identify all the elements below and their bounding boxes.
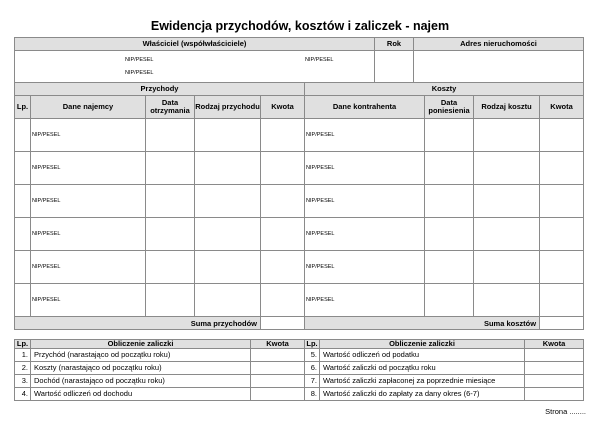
tenant-cell[interactable] [31, 119, 146, 152]
calc-row-amount[interactable] [525, 374, 584, 387]
cost-amount-cell[interactable] [540, 119, 584, 152]
lp-cell[interactable] [15, 251, 31, 284]
income-type-cell[interactable] [195, 152, 261, 185]
tenant-cell[interactable] [31, 185, 146, 218]
tenant-cell[interactable] [31, 284, 146, 317]
cost-type-cell[interactable] [474, 152, 540, 185]
income-sum-label: Suma przychodów [15, 317, 261, 330]
income-amount-column-header: Kwota [261, 96, 305, 119]
costs-sum-value[interactable] [540, 317, 584, 330]
calc-lp-header-left: Lp. [15, 340, 31, 349]
income-type-column-header: Rodzaj przychodu [195, 96, 261, 119]
income-sum-value[interactable] [261, 317, 305, 330]
calc-row-amount[interactable] [251, 361, 305, 374]
lp-cell[interactable] [15, 152, 31, 185]
owner-nip-1: NIP/PESEL [125, 57, 154, 63]
calc-row-amount[interactable] [525, 348, 584, 361]
costs-section-header: Koszty [305, 83, 584, 96]
income-amount-cell[interactable] [261, 218, 305, 251]
income-type-cell[interactable] [195, 119, 261, 152]
tenant-cell[interactable] [31, 152, 146, 185]
owner-nip-2: NIP/PESEL [305, 57, 334, 63]
owner-column-header: Właściciel (współwłaściciele) [15, 38, 375, 51]
tenant-nip-label: NIP/PESEL [32, 264, 61, 270]
calc-amount-header-right: Kwota [525, 340, 584, 349]
lp-cell[interactable] [15, 218, 31, 251]
cost-type-cell[interactable] [474, 218, 540, 251]
calc-header-left: Obliczenie zaliczki [31, 340, 251, 349]
contractor-nip-label: NIP/PESEL [306, 264, 335, 270]
calc-row-label: Wartość zaliczki od początku roku [320, 361, 525, 374]
calc-row-label: Wartość odliczeń od dochodu [31, 387, 251, 400]
income-amount-cell[interactable] [261, 185, 305, 218]
costs-sum-label: Suma kosztów [305, 317, 540, 330]
calc-row-label: Wartość zaliczki zapłaconej za poprzednie miesiące [320, 374, 525, 387]
contractor-nip-label: NIP/PESEL [306, 297, 335, 303]
income-type-cell[interactable] [195, 218, 261, 251]
cost-amount-column-header: Kwota [540, 96, 584, 119]
calc-row-number: 5. [305, 348, 320, 361]
cost-type-column-header: Rodzaj kosztu [474, 96, 540, 119]
calc-header-right: Obliczenie zaliczki [320, 340, 525, 349]
contractor-nip-label: NIP/PESEL [306, 198, 335, 204]
contractor-cell[interactable] [305, 284, 425, 317]
contractor-nip-label: NIP/PESEL [306, 165, 335, 171]
cost-date-cell[interactable] [425, 284, 474, 317]
calc-row-label: Wartość odliczeń od podatku [320, 348, 525, 361]
calc-row-number: 3. [15, 374, 31, 387]
cost-date-cell[interactable] [425, 218, 474, 251]
income-date-column-header: Data otrzymania [146, 96, 195, 119]
income-date-cell[interactable] [146, 218, 195, 251]
income-date-cell[interactable] [146, 185, 195, 218]
contractor-cell[interactable] [305, 251, 425, 284]
tenant-column-header: Dane najemcy [31, 96, 146, 119]
cost-type-cell[interactable] [474, 119, 540, 152]
contractor-nip-label: NIP/PESEL [306, 132, 335, 138]
contractor-nip-label: NIP/PESEL [306, 231, 335, 237]
income-date-cell[interactable] [146, 284, 195, 317]
calc-row-amount[interactable] [251, 387, 305, 400]
cost-amount-cell[interactable] [540, 185, 584, 218]
contractor-cell[interactable] [305, 185, 425, 218]
income-date-cell[interactable] [146, 119, 195, 152]
income-date-cell[interactable] [146, 251, 195, 284]
income-amount-cell[interactable] [261, 251, 305, 284]
contractor-column-header: Dane kontrahenta [305, 96, 425, 119]
calc-row-number: 7. [305, 374, 320, 387]
calc-row-label: Dochód (narastająco od początku roku) [31, 374, 251, 387]
cost-amount-cell[interactable] [540, 152, 584, 185]
calc-row-amount[interactable] [525, 361, 584, 374]
lp-column-header: Lp. [15, 96, 31, 119]
income-type-cell[interactable] [195, 185, 261, 218]
cost-date-column-header: Data poniesienia [425, 96, 474, 119]
page-number: Strona ........ [545, 407, 586, 416]
tenant-nip-label: NIP/PESEL [32, 198, 61, 204]
cost-type-cell[interactable] [474, 284, 540, 317]
cost-amount-cell[interactable] [540, 284, 584, 317]
calc-row-number: 4. [15, 387, 31, 400]
calc-amount-header-left: Kwota [251, 340, 305, 349]
lp-cell[interactable] [15, 119, 31, 152]
calc-row-amount[interactable] [251, 374, 305, 387]
year-column-header: Rok [375, 38, 414, 51]
income-type-cell[interactable] [195, 251, 261, 284]
tenant-nip-label: NIP/PESEL [32, 297, 61, 303]
cost-date-cell[interactable] [425, 152, 474, 185]
contractor-cell[interactable] [305, 152, 425, 185]
income-section-header: Przychody [15, 83, 305, 96]
calc-row-number: 1. [15, 348, 31, 361]
owner-nip-3: NIP/PESEL [125, 70, 154, 76]
ledger-table [14, 82, 584, 330]
cost-amount-cell[interactable] [540, 218, 584, 251]
calc-lp-header-right: Lp. [306, 339, 318, 348]
tenant-cell[interactable] [31, 251, 146, 284]
calc-row-amount[interactable] [525, 387, 584, 400]
calc-row-label: Koszty (narastająco od początku roku) [31, 361, 251, 374]
income-date-cell[interactable] [146, 152, 195, 185]
tenant-cell[interactable] [31, 218, 146, 251]
cost-date-cell[interactable] [425, 185, 474, 218]
calc-row-label: Przychód (narastająco od początku roku) [31, 348, 251, 361]
tenant-nip-label: NIP/PESEL [32, 165, 61, 171]
cost-date-cell[interactable] [425, 119, 474, 152]
income-amount-cell[interactable] [261, 152, 305, 185]
lp-cell[interactable] [15, 284, 31, 317]
cost-type-cell[interactable] [474, 185, 540, 218]
tenant-nip-label: NIP/PESEL [32, 132, 61, 138]
income-amount-cell[interactable] [261, 119, 305, 152]
cost-amount-cell[interactable] [540, 251, 584, 284]
address-column-header: Adres nieruchomości [414, 38, 584, 51]
calc-row-number: 2. [15, 361, 31, 374]
advance-calculation-table [14, 339, 584, 401]
cost-date-cell[interactable] [425, 251, 474, 284]
cost-type-cell[interactable] [474, 251, 540, 284]
contractor-cell[interactable] [305, 119, 425, 152]
calc-row-number: 6. [305, 361, 320, 374]
lp-cell[interactable] [15, 185, 31, 218]
income-amount-cell[interactable] [261, 284, 305, 317]
contractor-cell[interactable] [305, 218, 425, 251]
calc-row-amount[interactable] [251, 348, 305, 361]
income-type-cell[interactable] [195, 284, 261, 317]
document-title: Ewidencja przychodów, kosztów i zaliczek - najem [150, 19, 450, 33]
tenant-nip-label: NIP/PESEL [32, 231, 61, 237]
calc-row-label: Wartość zaliczki do zapłaty za dany okres (6-7) [320, 387, 525, 400]
calc-row-number: 8. [305, 387, 320, 400]
